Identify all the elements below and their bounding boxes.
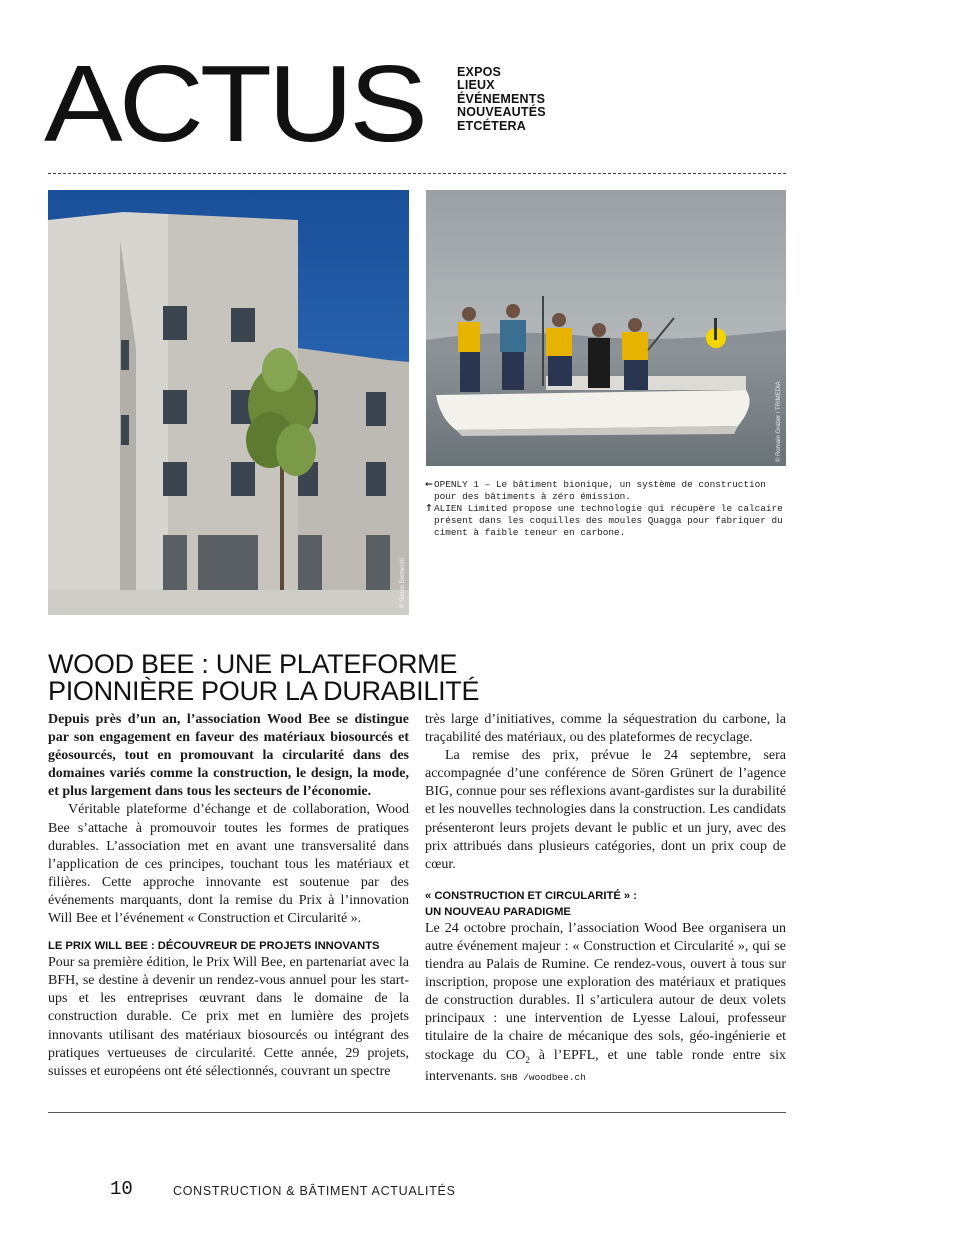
headline-line-2: PIONNIÈRE POUR LA DURABILITÉ [48,676,480,706]
section-categories [457,66,546,133]
category-nouveautes: NOUVEAUTÉS [457,105,546,120]
article-paragraph-2-continued: très large d’initiatives, comme la séquestration du carbone, la traçabilité des matériaux, ou des plateformes de recyclage. [425,712,786,746]
category-lieux: LIEUX [457,78,495,93]
photo-alien-limited-boat [426,190,786,466]
section-title: ACTUS [44,43,424,166]
paragraph-4-text: Le 24 octobre prochain, l’association Wood Bee organisera un autre événement majeur : « Construction et Circularité », qui se tiendra au Palais de Rumine. Ce rendez-vous, ouvert à tous sur inscription, propose une exploration des matériaux et pratiques de construction durables. Il s’articulera autour de deux volets principaux : une intervention de Lyesse Laloui, professeur titulaire de la chaire de mécanique des sols, géo-ingénierie et stockage du CO [425,920,786,1063]
headline-line-1: WOOD BEE : UNE PLATEFORME [48,649,458,679]
photo-openly-building [48,190,409,615]
dashed-divider [48,173,786,174]
caption-alien [425,503,787,539]
article-paragraph-3: La remise des prix, prévue le 24 septembre, sera accompagnée d’une conférence de Sören Grünert de l’agence BIG, connue pour ses réflexions avant-gardistes sur la durabilité et les nouvelles technologies dans la construction. Les candidats présenteront leurs projets devant le public et un jury, avec des prix attribués dans plusieurs catégories, dont un prix coup de cœur. [425,748,786,872]
article-column-right [425,711,786,1087]
caption-openly [425,479,787,503]
category-evenements: ÉVÉNEMENTS [457,91,546,106]
photo-credit-left: © Simon Bertacchi [400,558,406,608]
article-lead: Depuis près d’un an, l’association Wood Bee se distingue par son engagement en faveur des matériaux biosourcés et géosourcés, tout en promouvant la circularité dans des domaines variés comme la construction, le design, la mode, et plus largement dans tous les secteurs de l’économie. [48,712,409,800]
running-head: CONSTRUCTION & BÂTIMENT ACTUALITÉS [173,1184,456,1198]
subhead-construction-circularite-2: UN NOUVEAU PARADIGME [425,905,571,918]
category-expos: EXPOS [457,65,502,79]
subhead-prix-will-bee: LE PRIX WILL BEE : DÉCOUVREUR DE PROJETS INNOVANTS [48,940,380,953]
author-signature: SHB /woodbee.ch [500,1072,586,1084]
article-column-left [48,711,409,1081]
article-paragraph-2: Pour sa première édition, le Prix Will Bee, en partenariat avec la BFH, se destine à devenir un rendez-vous annuel pour les start-ups et les entreprises œuvrant dans le domaine de la construction durable. Ce prix met en lumière des projets innovants utilisant des matériaux biosourcés ou intégrant des pratiques vertueuses de circularité. Cette année, 29 projets, suisses et européens ont été sélectionnés, couvrant un spectre [48,955,409,1079]
page-number: 10 [110,1178,133,1200]
category-etcetera: ETCÉTERA [457,118,526,133]
arrow-up-icon: ↑ [425,503,433,515]
paragraph-4-text-end: à l’EPFL, et une table ronde entre six intervenants. [425,1047,786,1085]
bottom-divider [48,1112,786,1113]
article-headline [48,651,608,705]
article-paragraph-1: Véritable plateforme d’échange et de collaboration, Wood Bee s’attache à promouvoir toutes les formes de pratiques durables. L’association met en avant une transversalité dans l’application de ces principes, touchant tous les matériaux et filières. Cette approche innovante est soutenue par des événements marquants, dont la remise du Prix à l’innovation Will Bee et l’événement « Construction et Circularité ». [48,802,409,927]
subhead-construction-circularite-1: « CONSTRUCTION ET CIRCULARITÉ » : [425,889,637,902]
photo-caption [425,479,787,539]
co2-subscript: 2 [525,1054,530,1065]
caption-alien-text: ALIEN Limited propose une technologie qui récupère le calcaire présent dans les coquilles des moules Quagga pour fabriquer du ciment à faible teneur en carbone. [434,503,783,539]
article-paragraph-4 [425,920,786,1088]
arrow-left-icon: ← [425,479,433,490]
caption-openly-text: OPENLY 1 – Le bâtiment bionique, un système de construction pour des bâtiments à zéro émission. [434,479,766,503]
photo-credit-right: © Romain Graber / TRIMEDIA [776,381,782,462]
